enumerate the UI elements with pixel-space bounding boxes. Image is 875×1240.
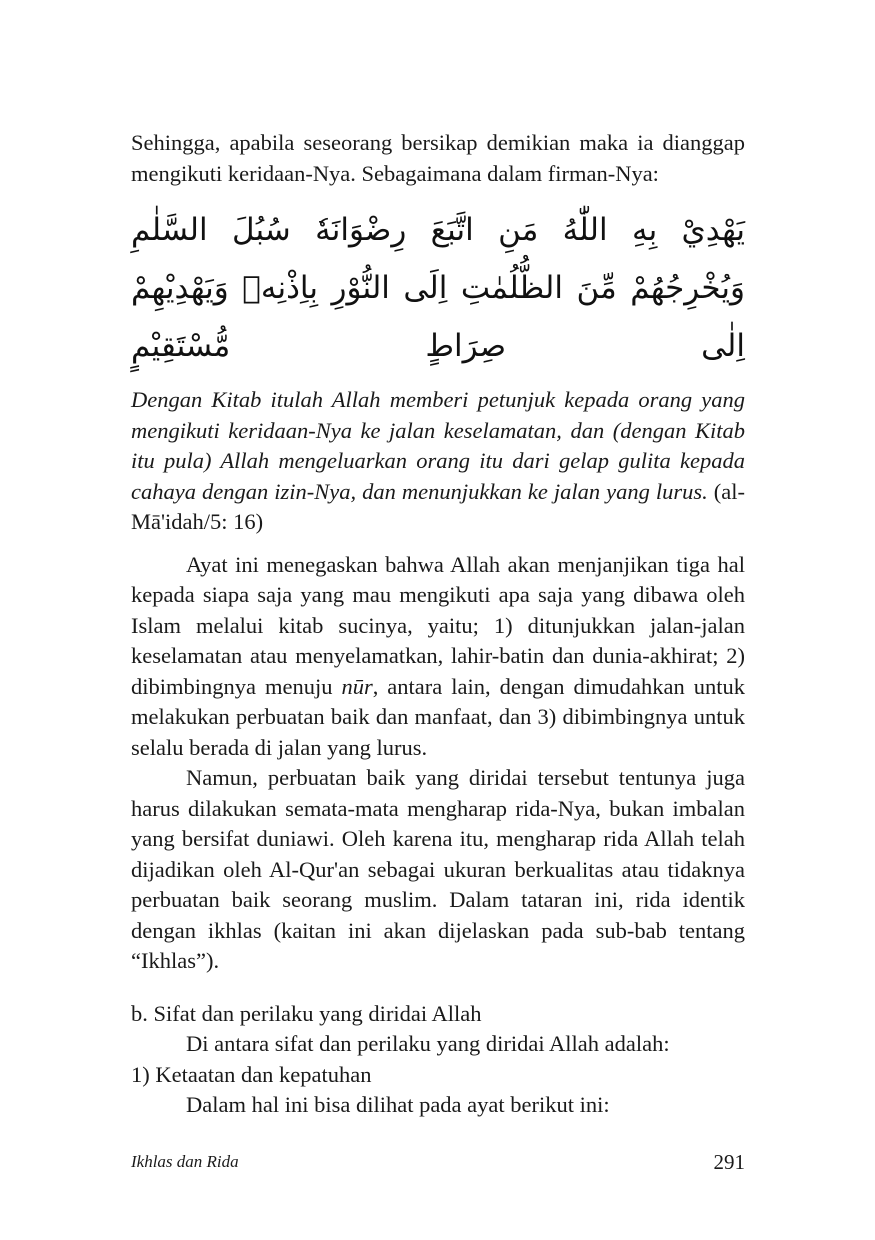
running-footer-title: Ikhlas dan Rida [131,1152,239,1171]
section-intro: Di antara sifat dan perilaku yang diridai Allah adalah: [186,1031,670,1056]
paragraph-promises-part2: , antara lain, dengan dimudahkan untuk melakukan perbuatan baik dan manfaat, dan 3) dibimbingnya untuk selalu berada di jalan yang lurus. [131,673,745,760]
section-heading: b. Sifat dan perilaku yang diridai Allah [131,1000,482,1026]
term-nur: nūr [341,673,373,699]
list-item-text: Dalam hal ini bisa dilihat pada ayat berikut ini: [186,1092,610,1117]
paragraph-promises [131,550,745,764]
page-body [131,128,745,1121]
verse-translation [131,385,745,538]
intro-paragraph: Sehingga, apabila seseorang bersikap demikian maka ia dianggap mengikuti keridaan-Nya. Sebagaimana dalam firman-Nya: [131,130,745,186]
quran-verse-arabic: يَهْدِيْ بِهِ اللّٰهُ مَنِ اتَّبَعَ رِضْوَانَهٗ سُبُلَ السَّلٰمِ وَيُخْرِجُهُمْ مِّنَ الظُّلُمٰتِ اِلَى النُّوْرِ بِاِذْنِهٖ وَيَهْدِيْهِمْ اِلٰى صِرَاطٍ مُّسْتَقِيْمٍ [131,212,745,364]
translation-text: Dengan Kitab itulah Allah memberi petunjuk kepada orang yang mengikuti keridaan-Nya ke jalan keselamatan, dan (dengan Kitab itu pula) Allah mengeluarkan orang itu dari gelap gulita kepada cahaya dengan izin-Nya, dan menunjukkan ke jalan yang lurus. [131,387,745,504]
paragraph-rida-ikhlas: Namun, perbuatan baik yang diridai tersebut tentunya juga harus dilakukan semata-mata mengharap rida-Nya, bukan imbalan yang bersifat duniawi. Oleh karena itu, mengharap rida Allah telah dijadikan oleh Al-Qur'an sebagai ukuran berkualitas atau tidaknya perbuatan baik seorang muslim. Dalam tataran ini, rida identik dengan ikhlas (kaitan ini akan dijelaskan pada sub-bab tentang “Ikhlas”). [131,765,745,973]
paragraph-promises-part1: Ayat ini menegaskan bahwa Allah akan menjanjikan tiga hal kepada siapa saja yang mau mengikuti apa saja yang dibawa oleh Islam melalui kitab sucinya, yaitu; 1) ditunjukkan jalan-jalan keselamatan atau menyelamatkan, lahir-batin dan dunia-akhirat; 2) dibimbingnya menuju [131,551,745,699]
page-number: 291 [713,1150,745,1174]
verse-reference: (al-Mā'idah/5: 16) [131,478,746,534]
list-item-heading: 1) Ketaatan dan kepatuhan [131,1061,372,1087]
